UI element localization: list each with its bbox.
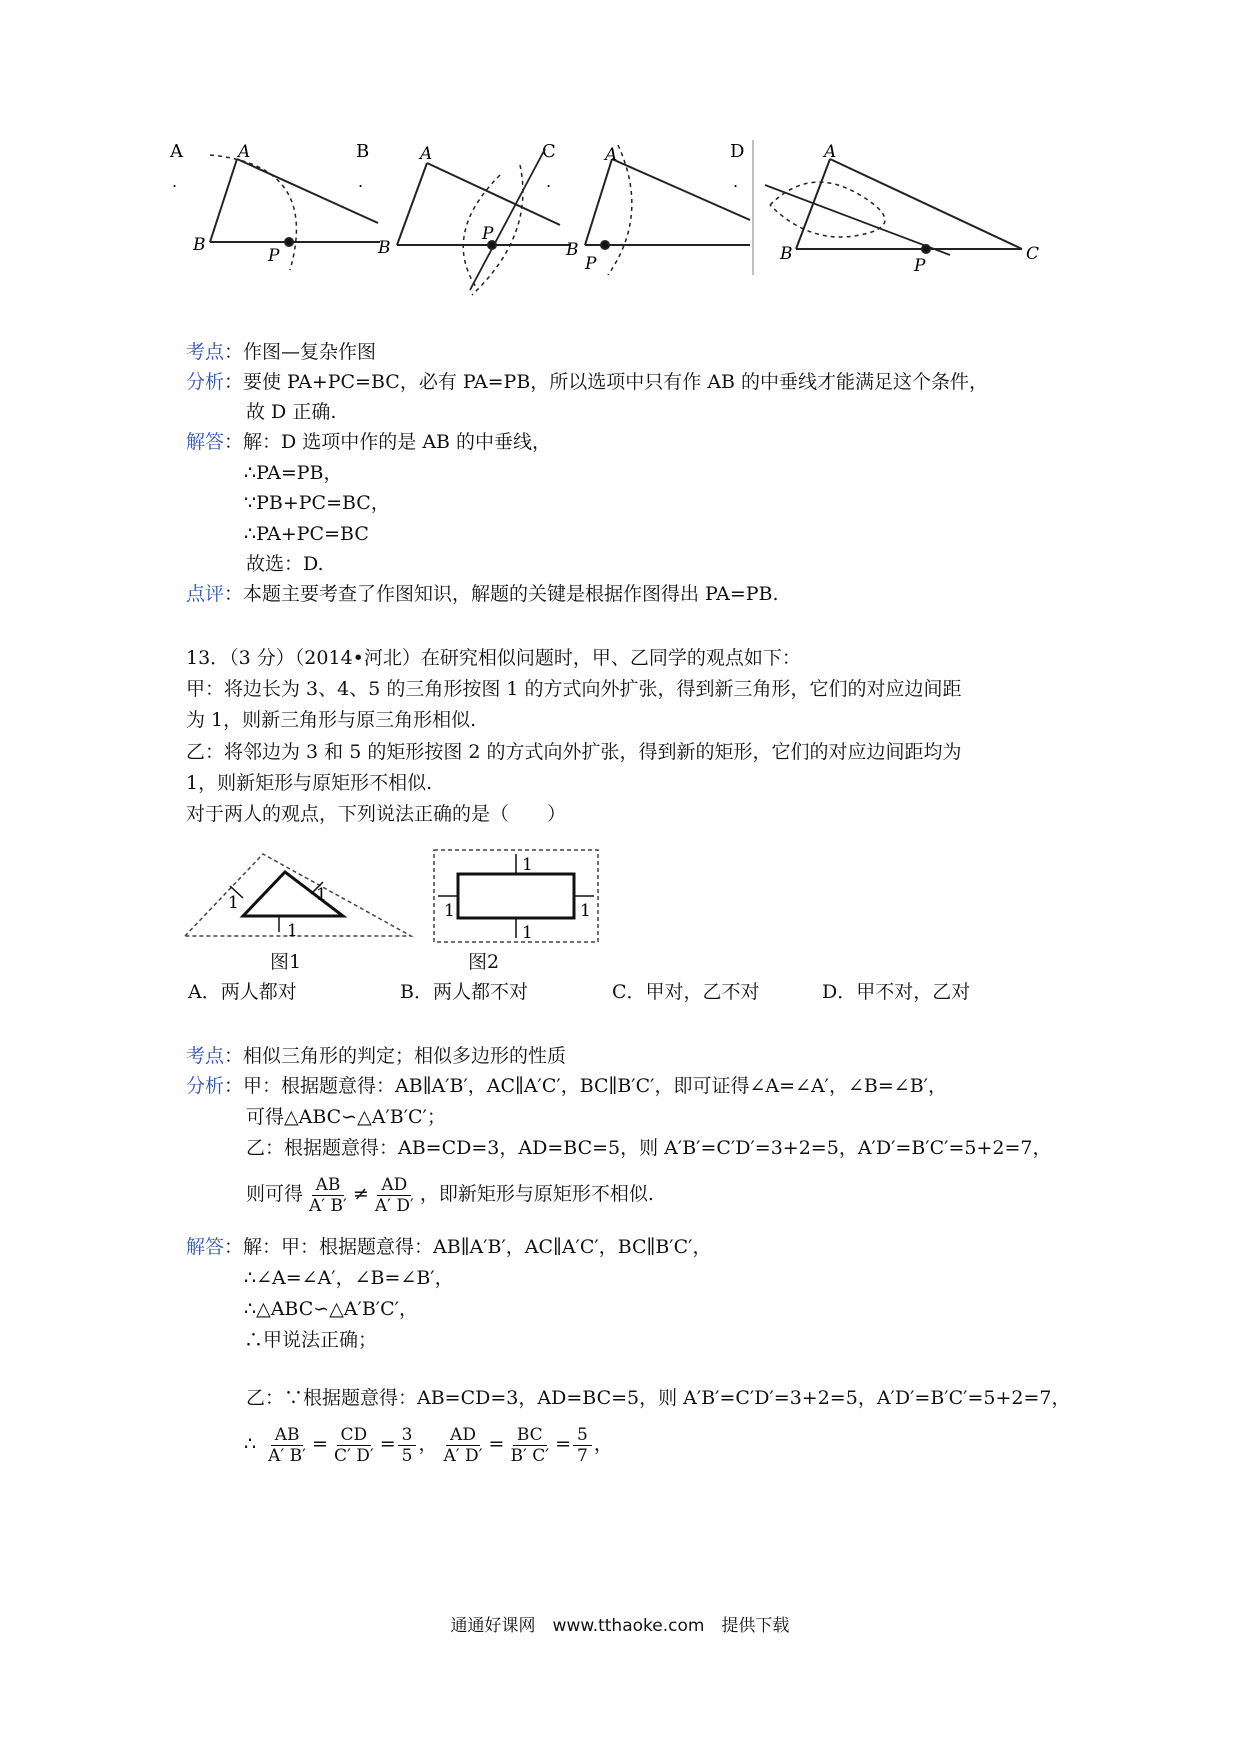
svg-text:B: B bbox=[193, 235, 206, 255]
svg-text:1: 1 bbox=[444, 901, 455, 921]
svg-text:.: . bbox=[172, 172, 178, 191]
fenxi-tag: 分析 bbox=[186, 371, 225, 393]
fraction: $\frac{3}{5}$ bbox=[398, 1425, 417, 1466]
page-footer: 通通好课网 www.tthaoke.com 提供下载 bbox=[450, 1616, 790, 1636]
option-figures bbox=[160, 135, 1060, 305]
fraction: $\frac{AB}{A' B'}$ bbox=[268, 1424, 307, 1466]
q13-stem-4: 乙：将邻边为 3 和 5 的矩形按图 2 的方式向外扩张，得到新的矩形，它们的对应边间距均为 bbox=[186, 741, 962, 763]
q13-fenxi-line: 分析：甲：根据题意得：AB∥A′B′，AC∥A′C′，BC∥B′C′，即可证得∠A=∠A′，∠B=∠B′， bbox=[186, 1075, 947, 1097]
q13-jieda-line-2: ∴∠A=∠A′，∠B=∠B′， bbox=[244, 1267, 454, 1289]
svg-text:C: C bbox=[1026, 244, 1040, 264]
figure-option-b bbox=[397, 149, 570, 295]
jieda-tag: 解答 bbox=[186, 431, 225, 453]
q13-fenxi-line-2: 可得△ABC∽△A′B′C′； bbox=[246, 1106, 446, 1128]
q13-stem-1: 13．（3 分）（2014•河北）在研究相似问题时，甲、乙同学的观点如下： bbox=[186, 647, 801, 669]
option-d: D．甲不对，乙对 bbox=[822, 981, 971, 1003]
kaodian-tag: 考点 bbox=[186, 341, 225, 363]
option-label-c: C bbox=[542, 141, 556, 162]
option-b: B．两人都不对 bbox=[400, 981, 528, 1003]
q12-kaodian-line: 考点：作图—复杂作图 bbox=[186, 341, 377, 363]
svg-text:1: 1 bbox=[522, 855, 533, 875]
q12-jieda-line-5: 故选：D. bbox=[246, 553, 324, 575]
fraction: $\frac{AD}{A' D'}$ bbox=[443, 1424, 483, 1466]
q12-dianping-line: 点评：本题主要考查了作图知识，解题的关键是根据作图得出 PA=PB. bbox=[186, 583, 779, 605]
q12-fenxi-line: 分析：要使 PA+PC=BC，必有 PA=PB，所以选项中只有作 AB 的中垂线才能满足这个条件， bbox=[186, 371, 989, 393]
svg-text:A: A bbox=[420, 144, 433, 164]
svg-text:.: . bbox=[546, 172, 552, 191]
q13-jieda-line: 解答：解：甲：根据题意得：AB∥A′B′，AC∥A′C′，BC∥B′C′， bbox=[186, 1236, 712, 1258]
q12-jieda-line-4: ∴PA+PC=BC bbox=[244, 523, 369, 545]
svg-text:1: 1 bbox=[316, 885, 327, 905]
q13-stem-5: 1，则新矩形与原矩形不相似. bbox=[186, 772, 433, 794]
fraction: $\frac{BC}{B' C'}$ bbox=[510, 1424, 550, 1466]
kaodian-tag: 考点 bbox=[186, 1045, 225, 1067]
svg-text:A: A bbox=[824, 142, 837, 162]
svg-text:A: A bbox=[605, 145, 618, 165]
fenxi-tag: 分析 bbox=[186, 1075, 225, 1097]
figure-2-rectangle bbox=[432, 848, 600, 944]
svg-text:.: . bbox=[358, 172, 364, 191]
q13-stem-3: 为 1，则新三角形与原三角形相似. bbox=[186, 709, 477, 731]
svg-text:B: B bbox=[780, 244, 793, 264]
option-label-a: A bbox=[170, 141, 183, 162]
svg-text:B: B bbox=[378, 238, 391, 258]
fraction: $\frac{AB}{A' B'}$ bbox=[309, 1174, 347, 1216]
figure-2-caption: 图2 bbox=[468, 951, 500, 973]
fraction: $\frac{5}{7}$ bbox=[573, 1425, 592, 1466]
fraction: $\frac{AD}{A' D'}$ bbox=[374, 1174, 414, 1216]
figure-option-a bbox=[210, 155, 380, 270]
q13-jieda-line-4: ∴甲说法正确； bbox=[244, 1329, 378, 1351]
q13-jieda-line-5: 乙：∵根据题意得：AB=CD=3，AD=BC=5，则 A′B′=C′D′=3+2=5，A′D′=B′C′=5+2=7， bbox=[246, 1387, 1071, 1409]
q12-jieda-line-2: ∴PA=PB， bbox=[244, 462, 343, 484]
q13-jieda-line-3: ∴△ABC∽△A′B′C′， bbox=[244, 1298, 418, 1320]
option-label-b: B bbox=[356, 141, 370, 162]
svg-text:1: 1 bbox=[522, 923, 533, 943]
svg-text:1: 1 bbox=[580, 901, 591, 921]
option-a: A．两人都对 bbox=[188, 981, 297, 1003]
q12-jieda-line-3: ∵PB+PC=BC， bbox=[244, 492, 390, 514]
figure-1-triangle bbox=[183, 850, 415, 940]
option-label-d: D bbox=[730, 141, 745, 162]
q12-fenxi-line-2: 故 D 正确. bbox=[246, 401, 337, 423]
q13-fenxi-line-3: 乙：根据题意得：AB=CD=3，AD=BC=5，则 A′B′=C′D′=3+2=5，A′D′=B′C′=5+2=7， bbox=[246, 1137, 1052, 1159]
q13-fenxi-line-4: 则可得 $\frac{AB}{A' B'}$ ≠ $\frac{AD}{A' D'}$ ，即新矩形与原矩形不相似. bbox=[246, 1174, 654, 1216]
q13-stem-6: 对于两人的观点，下列说法正确的是（ ） bbox=[186, 803, 567, 825]
svg-text:P: P bbox=[268, 246, 280, 266]
svg-text:1: 1 bbox=[287, 921, 298, 940]
q12-jieda-line: 解答：解：D 选项中作的是 AB 的中垂线， bbox=[186, 431, 552, 453]
svg-text:P: P bbox=[482, 224, 494, 244]
option-c: C．甲对，乙不对 bbox=[612, 981, 760, 1003]
svg-text:A: A bbox=[238, 142, 251, 162]
svg-text:P: P bbox=[914, 256, 926, 276]
jieda-tag: 解答 bbox=[186, 1236, 225, 1258]
svg-text:B: B bbox=[566, 240, 579, 260]
figure-option-d bbox=[765, 159, 1022, 255]
figure-1-caption: 图1 bbox=[270, 951, 302, 973]
dianping-tag: 点评 bbox=[186, 583, 225, 605]
svg-text:.: . bbox=[733, 172, 739, 191]
fraction: $\frac{CD}{C' D'}$ bbox=[333, 1424, 374, 1466]
q13-kaodian-line: 考点：相似三角形的判定；相似多边形的性质 bbox=[186, 1045, 567, 1067]
q13-jieda-line-6: ∴ $\frac{AB}{A' B'}$ = $\frac{CD}{C' D'}$ = $\frac{3}{5}$ ， $\frac{AD}{A' D'}$ = $\frac{BC}{B' C'}$ = $\frac{5}{7}$ ， bbox=[244, 1424, 613, 1466]
svg-text:1: 1 bbox=[228, 893, 239, 913]
svg-text:P: P bbox=[585, 254, 597, 274]
q13-stem-2: 甲：将边长为 3、4、5 的三角形按图 1 的方式向外扩张，得到新三角形，它们的对应边间距 bbox=[186, 678, 962, 700]
